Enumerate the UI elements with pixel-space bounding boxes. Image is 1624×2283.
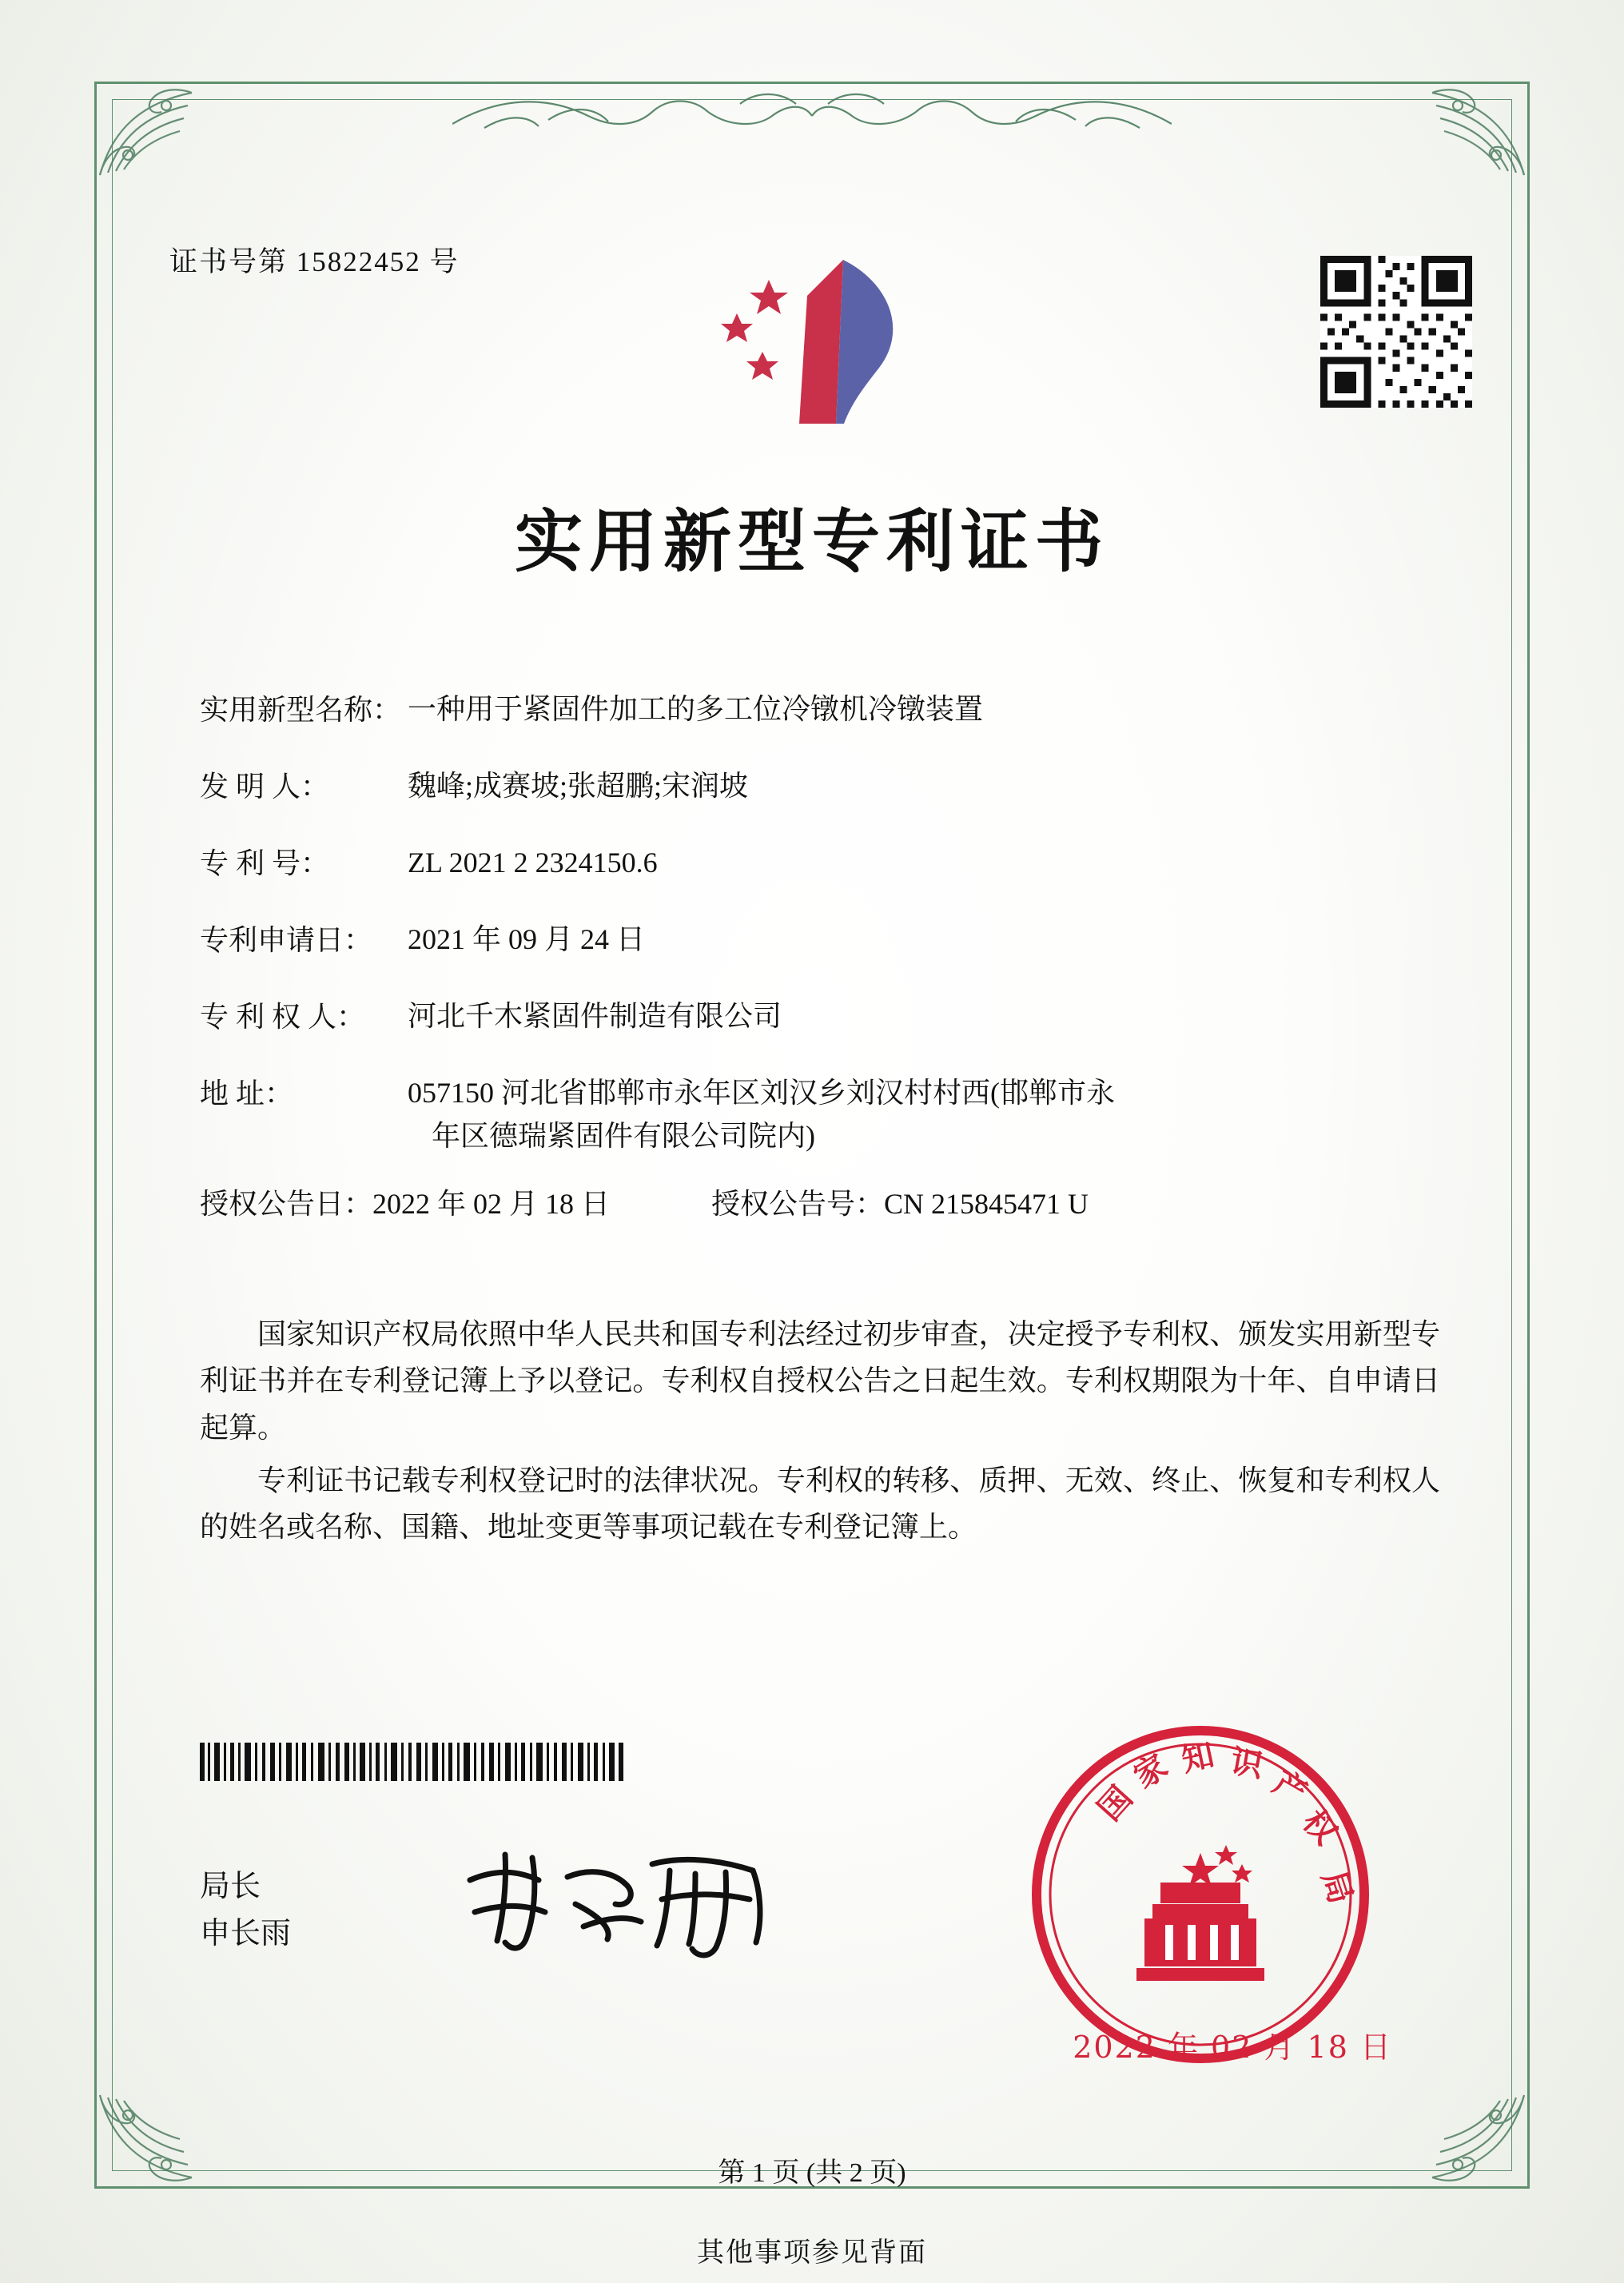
qr-code-icon [1320,256,1472,408]
barcode-icon [200,1743,623,1781]
grant-date-value: 2022 年 02 月 18 日 [372,1188,611,1220]
grant-date-label: 授权公告日： [200,1188,373,1220]
certificate-number: 证书号第 15822452 号 [169,246,460,277]
svg-text:权: 权 [1295,1803,1345,1852]
paragraph-1: 国家知识产权局依照中华人民共和国专利法经过初步审查，决定授予专利权、颁发实用新型专利证书并在专利登记簿上予以登记。专利权自授权公告之日起生效。专利权期限为十年、自申请日起算。 [200,1318,1440,1444]
field-list [200,687,1440,1246]
field-label: 专利申请日： [200,924,373,956]
ornament-corner-top-right-icon [1408,83,1528,179]
field-value: 魏峰;成赛坡;张超鹏;宋润坡 [408,770,749,802]
field-value: 2021 年 09 月 24 日 [408,923,646,955]
address-line-2: 年区德瑞紧固件有限公司院内) [432,1120,815,1152]
svg-text:知: 知 [1178,1735,1218,1779]
field-row-patent-number [200,841,1440,884]
svg-text:局: 局 [1314,1866,1360,1909]
field-row-application-date [200,918,1440,961]
field-row-patentee [200,994,1440,1038]
director-block [200,1863,291,1957]
svg-text:产: 产 [1267,1763,1314,1812]
cnipa-logo-icon [679,240,943,436]
field-row-inventors [200,764,1440,807]
grant-date-group [200,1181,711,1222]
field-value: 河北千木紧固件制造有限公司 [408,1000,782,1032]
ornament-corner-top-left-icon [96,83,216,179]
grant-number-group [711,1181,1440,1222]
page-title: 实用新型专利证书 [514,502,1109,582]
field-label: 地 址： [200,1078,294,1110]
grant-number-label: 授权公告号： [711,1188,885,1220]
page-number: 第 1 页 (共 2 页) [718,2158,906,2188]
field-row-utility-model-name [200,687,1440,731]
legal-text [200,1311,1440,1557]
svg-text:识: 识 [1228,1742,1266,1785]
svg-text:家: 家 [1127,1747,1175,1796]
paragraph-2: 专利证书记载专利权登记时的法律状况。专利权的转移、质押、无效、终止、恢复和专利权人的姓名或名称、国籍、地址变更等事项记载在专利登记簿上。 [200,1464,1440,1544]
grant-number-value: CN 215845471 U [884,1188,1089,1220]
seal-date: 2022 年 02 月 18 日 [1073,2030,1392,2065]
director-name: 申长雨 [200,1914,292,1950]
ornament-top-flourish-icon [452,80,1172,136]
address-line-1: 057150 河北省邯郸市永年区刘汉乡刘汉村村西(邯郸市永 [408,1077,1115,1109]
field-label: 专 利 号： [200,847,330,879]
field-value-multiline [408,1071,1440,1157]
footer-note: 其他事项参见背面 [697,2238,927,2268]
director-label: 局长 [200,1868,261,1903]
field-label: 发 明 人： [200,771,330,803]
handwritten-signature-icon [456,1839,799,1958]
field-value: ZL 2021 2 2324150.6 [408,847,658,879]
field-label: 专 利 权 人： [200,1001,366,1033]
svg-text:国: 国 [1090,1779,1140,1828]
field-row-address [200,1071,1440,1157]
field-value: 一种用于紧固件加工的多工位冷镦机冷镦装置 [408,693,984,725]
field-label: 实用新型名称： [200,694,402,726]
field-row-grant [200,1181,1440,1222]
official-seal-icon [1025,1719,1376,2070]
